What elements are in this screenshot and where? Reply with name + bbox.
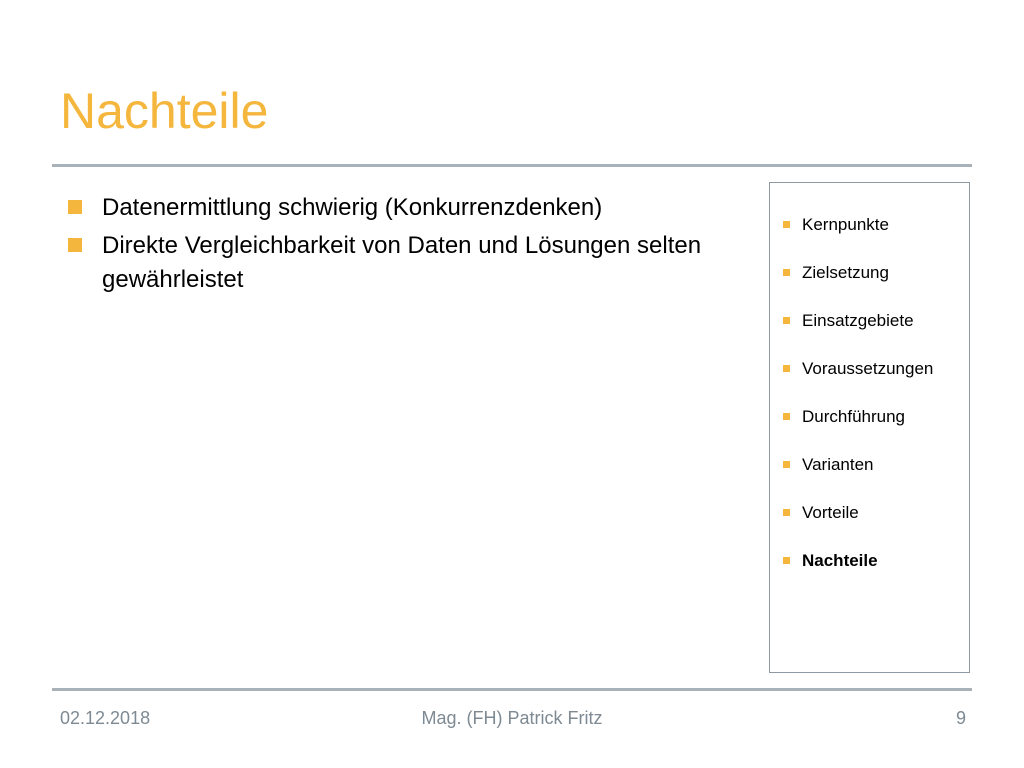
agenda-list [782, 213, 933, 597]
agenda-item-vorteile[interactable] [782, 501, 933, 549]
agenda-item-label: Einsatzgebiete [802, 311, 914, 330]
square-bullet-icon [783, 269, 790, 276]
agenda-item-label: Nachteile [802, 551, 878, 570]
slide-title: Nachteile [60, 83, 269, 139]
agenda-item-label: Varianten [802, 455, 874, 474]
square-bullet-icon [783, 221, 790, 228]
bullet-list [66, 191, 746, 301]
title-divider [52, 164, 972, 167]
footer-author: Mag. (FH) Patrick Fritz [421, 708, 603, 728]
agenda-item-voraussetzungen[interactable] [782, 357, 933, 405]
bullet-item [66, 191, 746, 225]
square-bullet-icon [783, 413, 790, 420]
bullet-item [66, 229, 746, 297]
agenda-item-nachteile-active[interactable] [782, 549, 933, 597]
agenda-panel [769, 182, 970, 673]
agenda-item-label: Zielsetzung [802, 263, 889, 282]
square-bullet-icon [68, 238, 82, 252]
agenda-item-label: Vorteile [802, 503, 859, 522]
agenda-item-kernpunkte[interactable] [782, 213, 933, 261]
agenda-item-einsatzgebiete[interactable] [782, 309, 933, 357]
agenda-item-label: Kernpunkte [802, 215, 889, 234]
square-bullet-icon [783, 317, 790, 324]
bullet-text: Direkte Vergleichbarkeit von Daten und Lösungen selten gewährleistet [102, 232, 702, 293]
agenda-item-zielsetzung[interactable] [782, 261, 933, 309]
square-bullet-icon [68, 200, 82, 214]
square-bullet-icon [783, 557, 790, 564]
page-number: 9 [955, 708, 966, 728]
bullet-text: Datenermittlung schwierig (Konkurrenzdenken) [102, 194, 603, 221]
footer-author-wrapper [0, 706, 1024, 730]
footer-date: 02.12.2018 [60, 708, 151, 728]
footer-divider [52, 688, 972, 691]
square-bullet-icon [783, 461, 790, 468]
agenda-item-durchfuehrung[interactable] [782, 405, 933, 453]
agenda-item-label: Voraussetzungen [802, 359, 934, 378]
agenda-item-label: Durchführung [802, 407, 906, 426]
square-bullet-icon [783, 509, 790, 516]
agenda-item-varianten[interactable] [782, 453, 933, 501]
square-bullet-icon [783, 365, 790, 372]
